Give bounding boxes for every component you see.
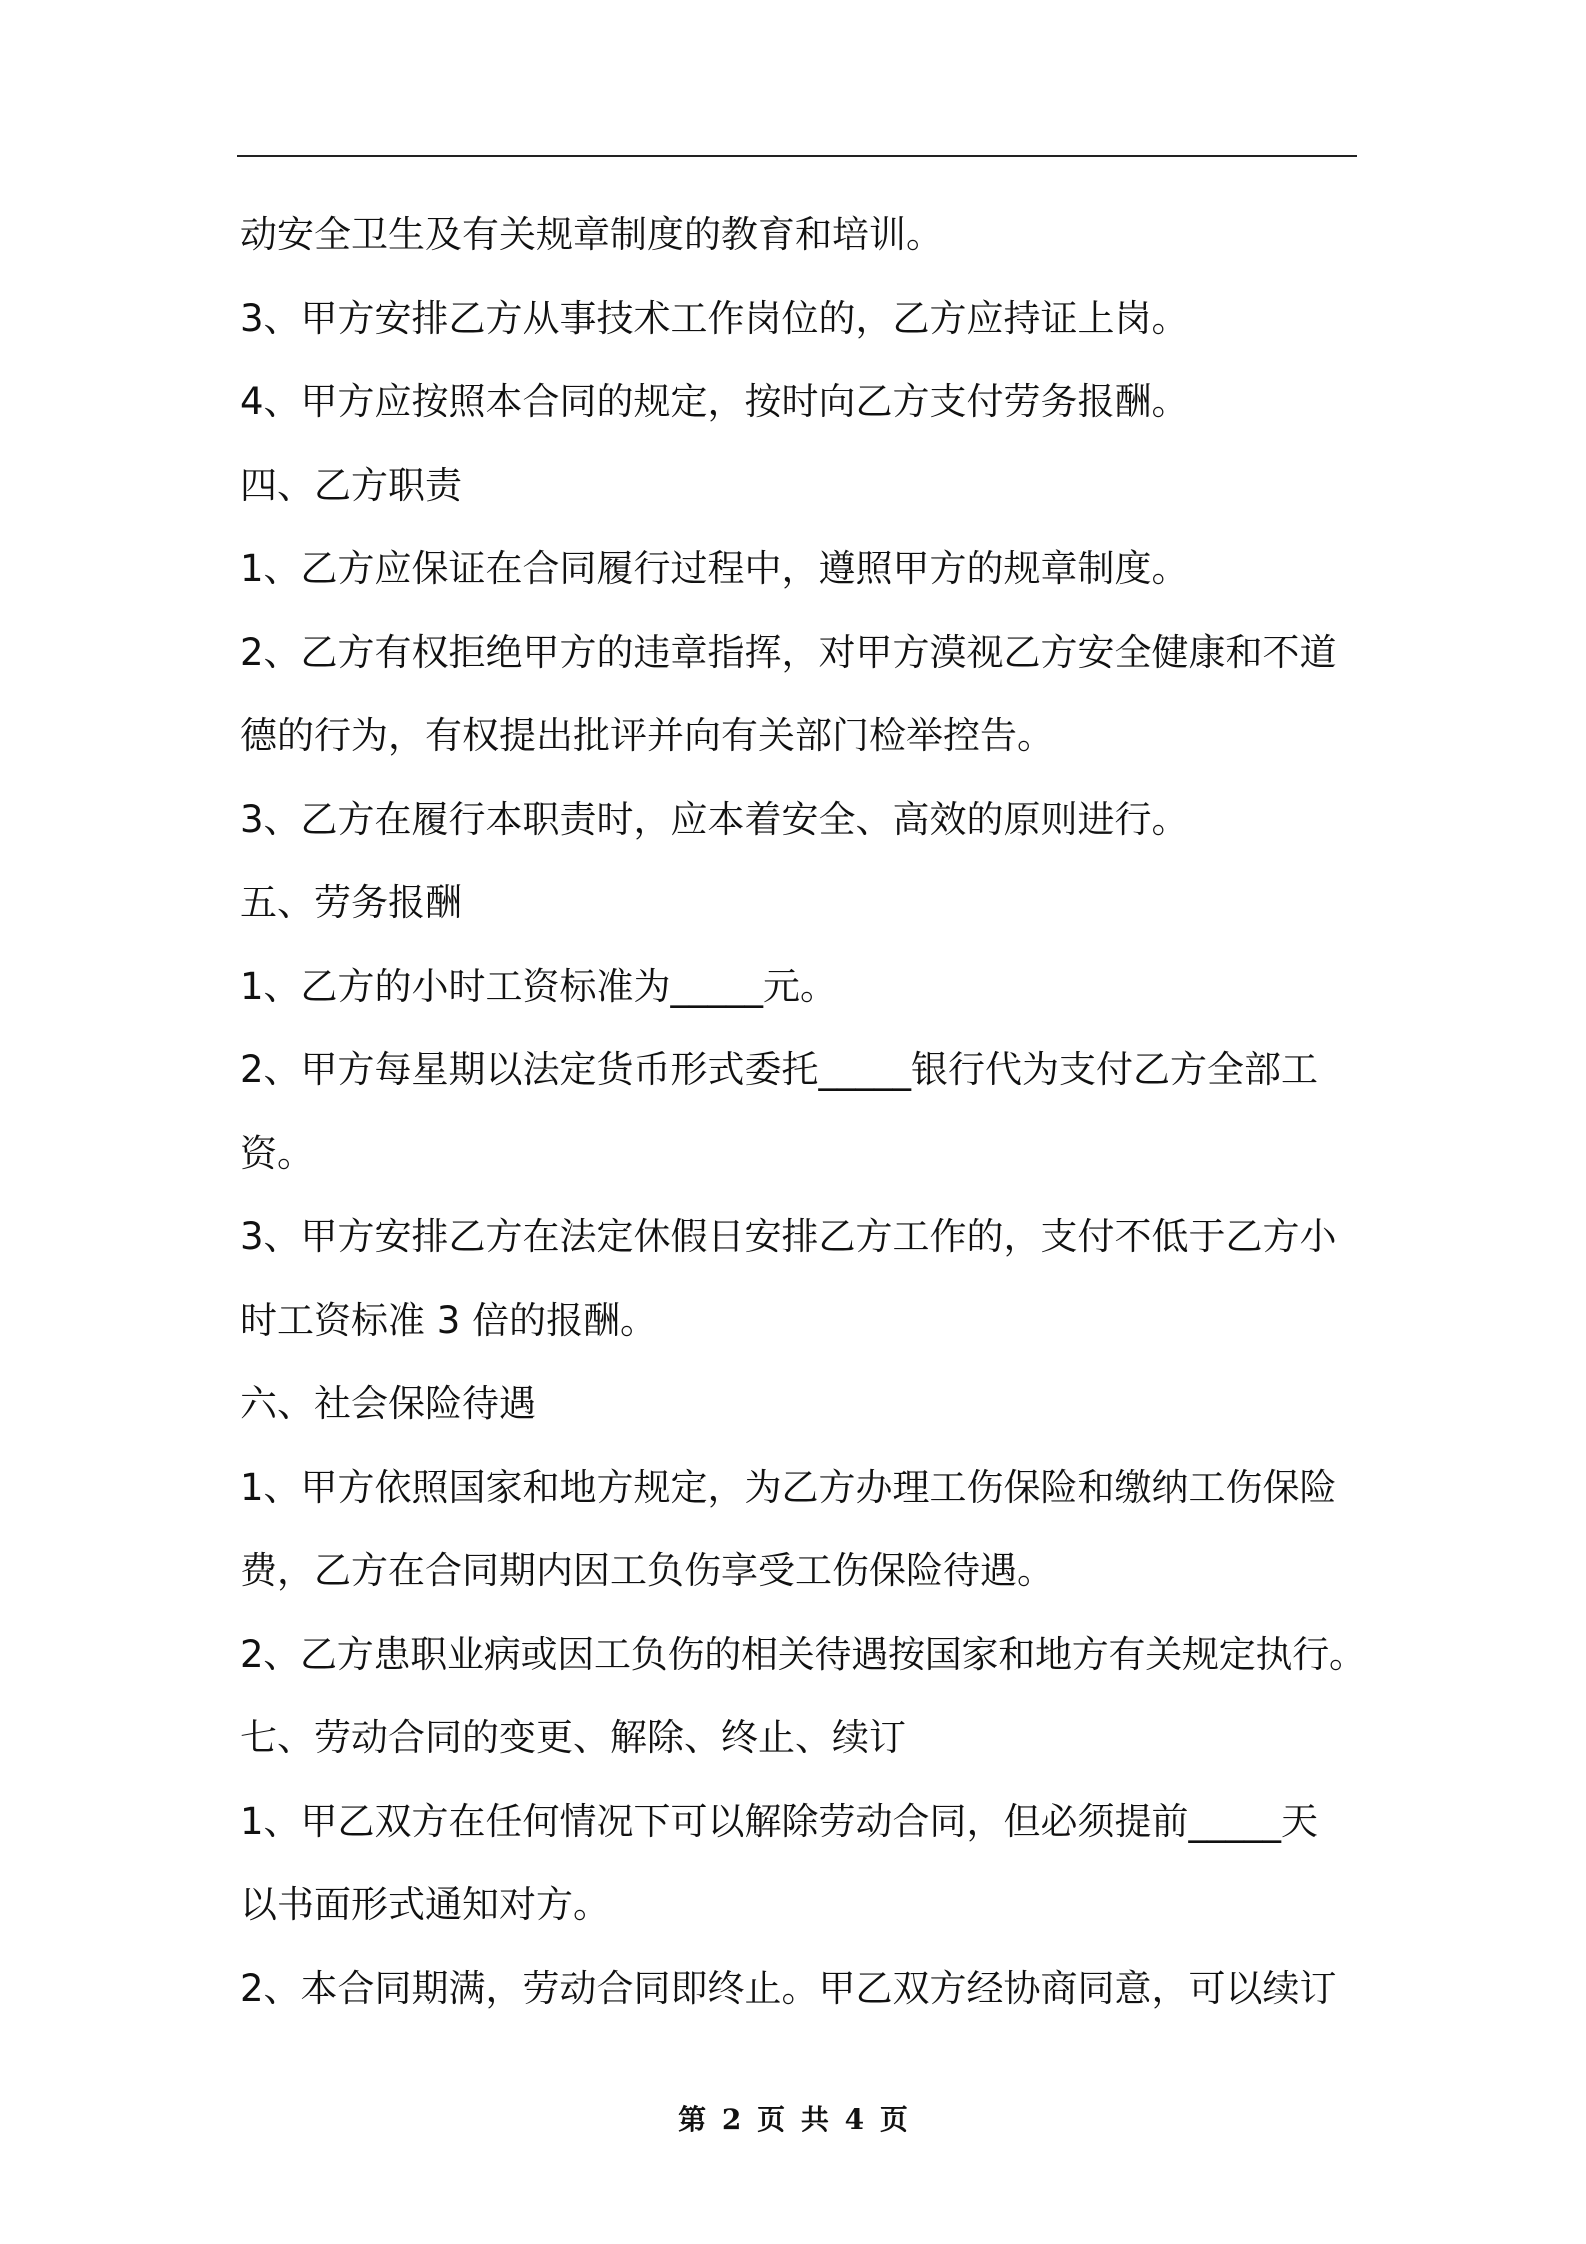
section-heading: 四、乙方职责: [240, 463, 462, 507]
text-line: 4、甲方应按照本合同的规定，按时向乙方支付劳务报酬。: [240, 380, 1189, 423]
text-line: 以书面形式通知对方。: [240, 1883, 610, 1926]
text-line: 1、乙方的小时工资标准为_____元。: [240, 964, 838, 1008]
text-line: 2、乙方有权拒绝甲方的违章指挥，对甲方漠视乙方安全健康和不道: [240, 630, 1337, 674]
text-line: 资。: [240, 1131, 314, 1175]
header-divider: [237, 155, 1357, 157]
document-body: [240, 205, 1370, 2042]
text-line: 费，乙方在合同期内因工负伤享受工伤保险待遇。: [240, 1549, 1054, 1592]
text-line: 时工资标准 3 倍的报酬。: [240, 1298, 658, 1342]
text-line: 3、甲方安排乙方在法定休假日安排乙方工作的，支付不低于乙方小: [240, 1215, 1337, 1258]
text-line: 3、乙方在履行本职责时，应本着安全、高效的原则进行。: [240, 797, 1189, 841]
text-line: 1、甲乙双方在任何情况下可以解除劳动合同，但必须提前_____天: [240, 1799, 1319, 1843]
section-heading: 六、社会保险待遇: [240, 1382, 536, 1425]
section-heading: 五、劳务报酬: [240, 881, 462, 924]
text-line: 德的行为，有权提出批评并向有关部门检举控告。: [240, 714, 1054, 757]
page-number-footer: 第 2 页 共 4 页: [678, 2103, 908, 2136]
text-line: 1、甲方依照国家和地方规定，为乙方办理工伤保险和缴纳工伤保险: [240, 1465, 1337, 1509]
text-line: 2、甲方每星期以法定货币形式委托_____银行代为支付乙方全部工: [240, 1048, 1319, 1091]
text-line: 2、乙方患职业病或因工负伤的相关待遇按国家和地方有关规定执行。: [240, 1632, 1366, 1676]
text-line: 动安全卫生及有关规章制度的教育和培训。: [240, 213, 943, 256]
section-heading: 七、劳动合同的变更、解除、终止、续订: [240, 1716, 906, 1759]
text-line: 3、甲方安排乙方从事技术工作岗位的，乙方应持证上岗。: [240, 296, 1189, 340]
text-line: 1、乙方应保证在合同履行过程中，遵照甲方的规章制度。: [240, 547, 1189, 590]
text-line: 2、本合同期满，劳动合同即终止。甲乙双方经协商同意，可以续订: [240, 1966, 1337, 2010]
